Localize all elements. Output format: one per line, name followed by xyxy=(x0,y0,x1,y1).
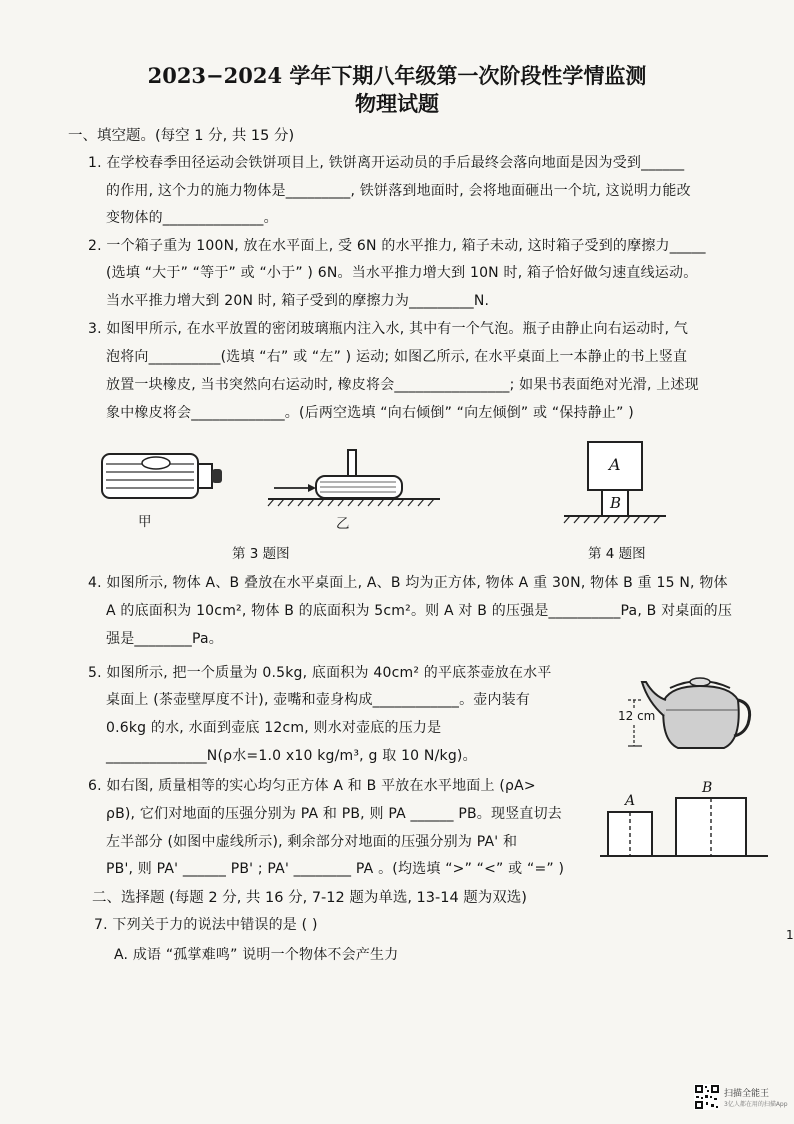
teapot-diagram xyxy=(612,660,762,756)
q6-line3: 左半部分 (如图中虚线所示), 剩余部分对地面的压强分别为 PA' 和 xyxy=(106,834,518,850)
q5-line1: 5. 如图所示, 把一个质量为 0.5kg, 底面积为 40cm² 的平底茶壶放在水平 xyxy=(88,665,552,681)
section1-heading: 一、填空题。(每空 1 分, 共 15 分) xyxy=(68,128,295,144)
fig6-label-b: B xyxy=(702,780,713,796)
q3-line1: 3. 如图甲所示, 在水平放置的密闭玻璃瓶内注入水, 其中有一个气泡。瓶子由静止向右运动时, 气 xyxy=(88,321,689,337)
fig3-book-eraser-diagram xyxy=(264,448,444,508)
q5-line2: 桌面上 (茶壶壁厚度不计), 壶嘴和壶身构成____________。壶内装有 xyxy=(106,692,531,708)
q6-line4: PB', 则 PA' ______ PB' ; PA' ________ PA 。(均选填 “>” “<” 或 “=” ) xyxy=(106,861,565,877)
page-edge-mark: 1 xyxy=(786,928,794,942)
q6-line1: 6. 如右图, 质量相等的实心均匀正方体 A 和 B 平放在水平地面上 (ρA> xyxy=(88,778,536,794)
section2-heading: 二、选择题 (每题 2 分, 共 16 分, 7-12 题为单选, 13-14 题为双选) xyxy=(92,890,527,906)
q4-line2: A 的底面积为 10cm², 物体 B 的底面积为 5cm²。则 A 对 B 的压强是__________Pa, B 对桌面的压 xyxy=(106,603,733,619)
q3-line2: 泡将向__________(选填 “右” 或 “左” ) 运动; 如图乙所示, 在水平桌面上一本静止的书上竖直 xyxy=(106,349,688,365)
q3-line3: 放置一块橡皮, 当书突然向右运动时, 橡皮将会________________; 如果书表面绝对光滑, 上述现 xyxy=(106,377,699,393)
scanner-app-subtext: 3亿人都在用的扫描App xyxy=(724,1101,788,1108)
q4-line1: 4. 如图所示, 物体 A、B 叠放在水平桌面上, A、B 均为正方体, 物体 A 重 30N, 物体 B 重 15 N, 物体 xyxy=(88,575,728,591)
q7-stem: 7. 下列关于力的说法中错误的是 ( ) xyxy=(94,917,318,933)
fig3-label-jia: 甲 xyxy=(138,514,152,530)
fig4-label-a: A xyxy=(609,455,621,474)
q2-line2: (选填 “大于” “等于” 或 “小于” ) 6N。当水平推力增大到 10N 时, 箱子恰好做匀速直线运动。 xyxy=(106,265,698,281)
fig3-bottle-diagram xyxy=(100,450,230,506)
fig3-caption: 第 3 题图 xyxy=(232,546,290,562)
fig3-label-yi: 乙 xyxy=(336,516,350,532)
q5-line3: 0.6kg 的水, 水面到壶底 12cm, 则水对壶底的压力是 xyxy=(106,720,442,736)
q3-line4: 象中橡皮将会_____________。(后两空选填 “向右倾倒” “向左倾倒” 或 “保持静止” ) xyxy=(106,405,634,421)
q1-line1: 1. 在学校春季田径运动会铁饼项目上, 铁饼离开运动员的手后最终会落向地面是因为受到______ xyxy=(88,155,685,171)
fig6-label-a: A xyxy=(625,793,636,809)
scanner-app-badge: 扫描全能王 xyxy=(724,1089,770,1099)
q1-line3: 变物体的______________。 xyxy=(106,210,278,226)
q6-line2: ρB), 它们对地面的压强分别为 PA 和 PB, 则 PA ______ PB。现竖直切去 xyxy=(106,806,562,822)
fig4-label-b: B xyxy=(610,494,622,512)
q1-line2: 的作用, 这个力的施力物体是_________, 铁饼落到地面时, 会将地面砸出一个坑, 这说明力能改 xyxy=(106,183,691,199)
q2-line3: 当水平推力增大到 20N 时, 箱子受到的摩擦力为_________N. xyxy=(106,293,490,309)
q5-line4: ______________N(ρ水=1.0 x10 kg/m³, g 取 10 N/kg)。 xyxy=(106,748,477,764)
q7-option-a: A. 成语 “孤掌难鸣” 说明一个物体不会产生力 xyxy=(114,947,399,963)
qr-code-icon xyxy=(694,1084,720,1110)
teapot-height-label: 12 cm xyxy=(618,709,656,723)
q4-line3: 强是________Pa。 xyxy=(106,631,223,647)
exam-subtitle: 物理试题 xyxy=(355,91,439,116)
exam-title: 2023−2024 学年下期八年级第一次阶段性学情监测 xyxy=(147,63,647,88)
fig4-caption: 第 4 题图 xyxy=(588,546,646,562)
q2-line1: 2. 一个箱子重为 100N, 放在水平面上, 受 6N 的水平推力, 箱子未动, 这时箱子受到的摩擦力_____ xyxy=(88,238,706,254)
